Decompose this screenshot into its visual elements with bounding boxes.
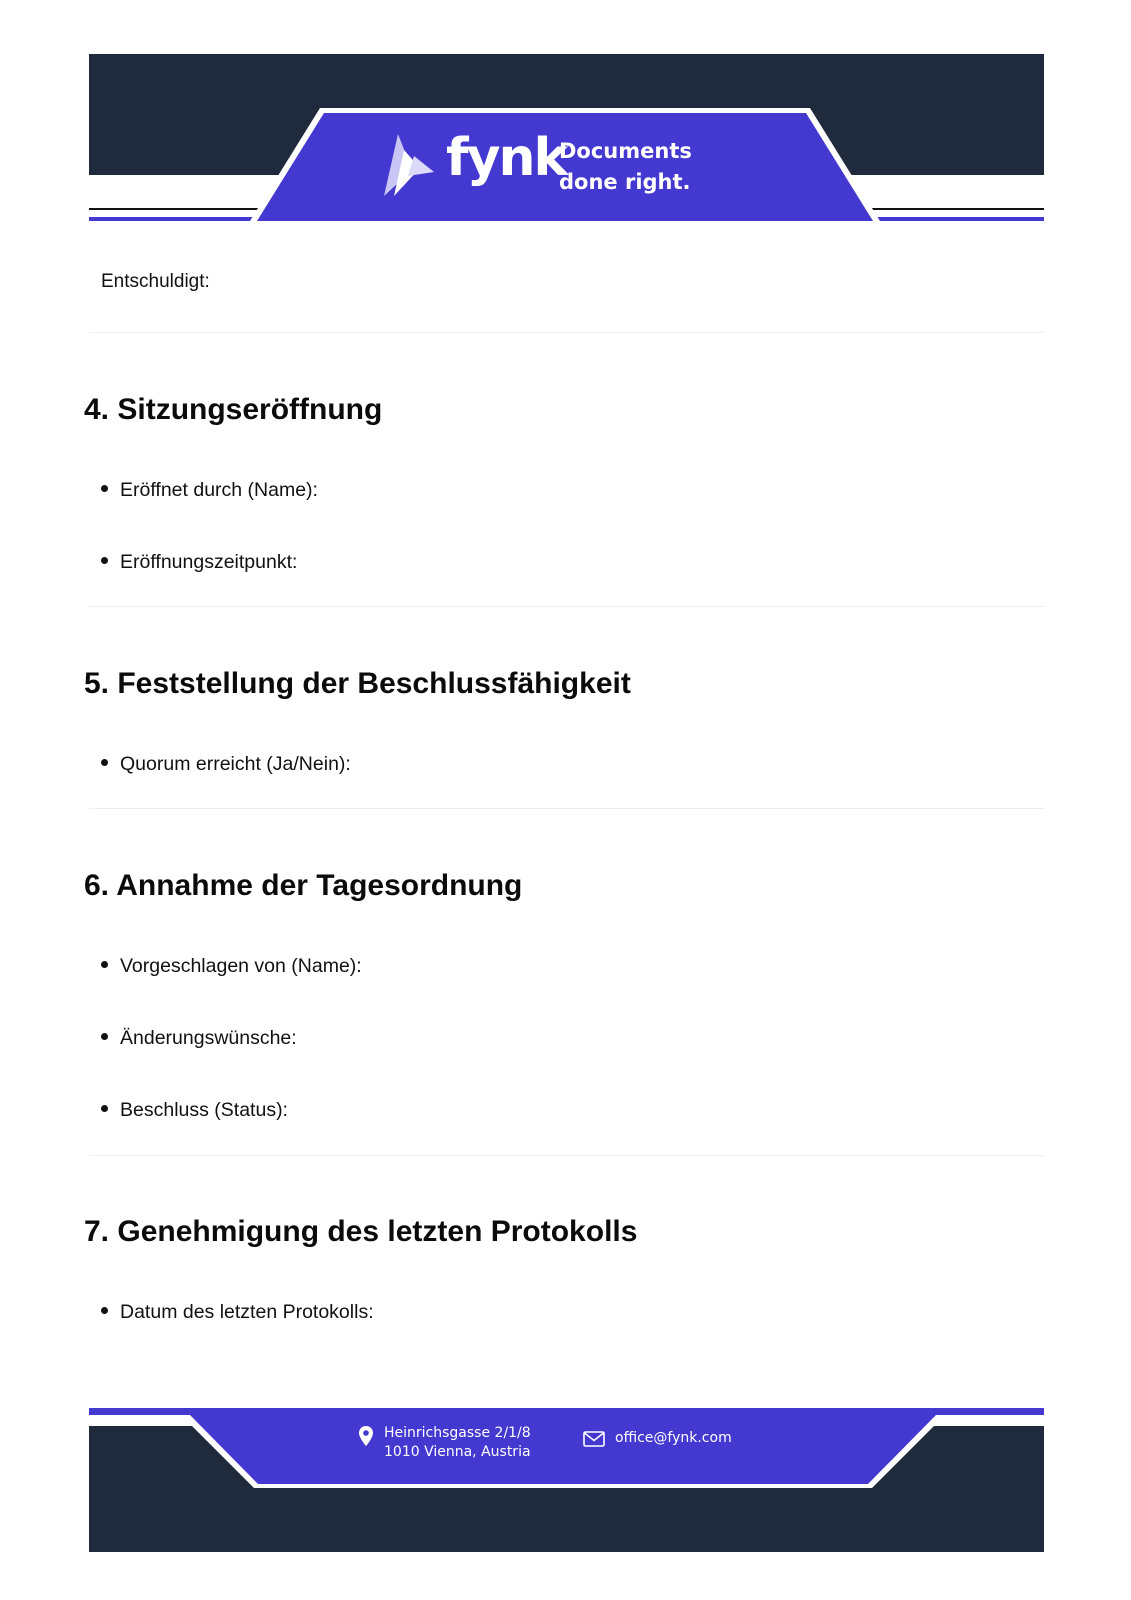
- tagline-line-2: done right.: [559, 170, 691, 194]
- list-item: Quorum erreicht (Ja/Nein):: [101, 752, 351, 776]
- list-item: Beschluss (Status):: [101, 1098, 288, 1122]
- section-title-minutes: 7. Genehmigung des letzten Protokolls: [84, 1215, 638, 1248]
- bullet-icon: [101, 1033, 108, 1040]
- bullet-icon: [101, 485, 108, 492]
- section-title-opening: 4. Sitzungseröffnung: [84, 393, 383, 426]
- excused-label: Entschuldigt:: [101, 271, 210, 292]
- tagline-line-1: Documents: [559, 139, 692, 163]
- bullet-icon: [101, 1105, 108, 1112]
- section-divider: [89, 1155, 1044, 1156]
- footer-banner: [0, 1400, 1131, 1600]
- section-divider: [89, 808, 1044, 809]
- list-item: Eröffnungszeitpunkt:: [101, 550, 297, 574]
- map-pin-icon: [359, 1426, 373, 1446]
- section-divider: [89, 606, 1044, 607]
- list-item: Eröffnet durch (Name):: [101, 478, 318, 502]
- section-title-quorum: 5. Feststellung der Beschlussfähigkeit: [84, 667, 631, 700]
- bullet-icon: [101, 759, 108, 766]
- header-banner: [0, 0, 1131, 230]
- list-item: Datum des letzten Protokolls:: [101, 1300, 374, 1324]
- address-line-1: Heinrichsgasse 2/1/8: [384, 1425, 531, 1441]
- bullet-icon: [101, 961, 108, 968]
- section-divider: [89, 332, 1044, 333]
- section-title-agenda: 6. Annahme der Tagesordnung: [84, 869, 523, 902]
- brand-wordmark: fynk: [446, 128, 567, 188]
- list-item: Änderungswünsche:: [101, 1026, 297, 1050]
- bullet-icon: [101, 1307, 108, 1314]
- bullet-icon: [101, 557, 108, 564]
- contact-email-link[interactable]: office@fynk.com: [615, 1430, 732, 1446]
- address-line-2: 1010 Vienna, Austria: [384, 1444, 531, 1460]
- list-item: Vorgeschlagen von (Name):: [101, 954, 362, 978]
- envelope-icon: [583, 1431, 605, 1447]
